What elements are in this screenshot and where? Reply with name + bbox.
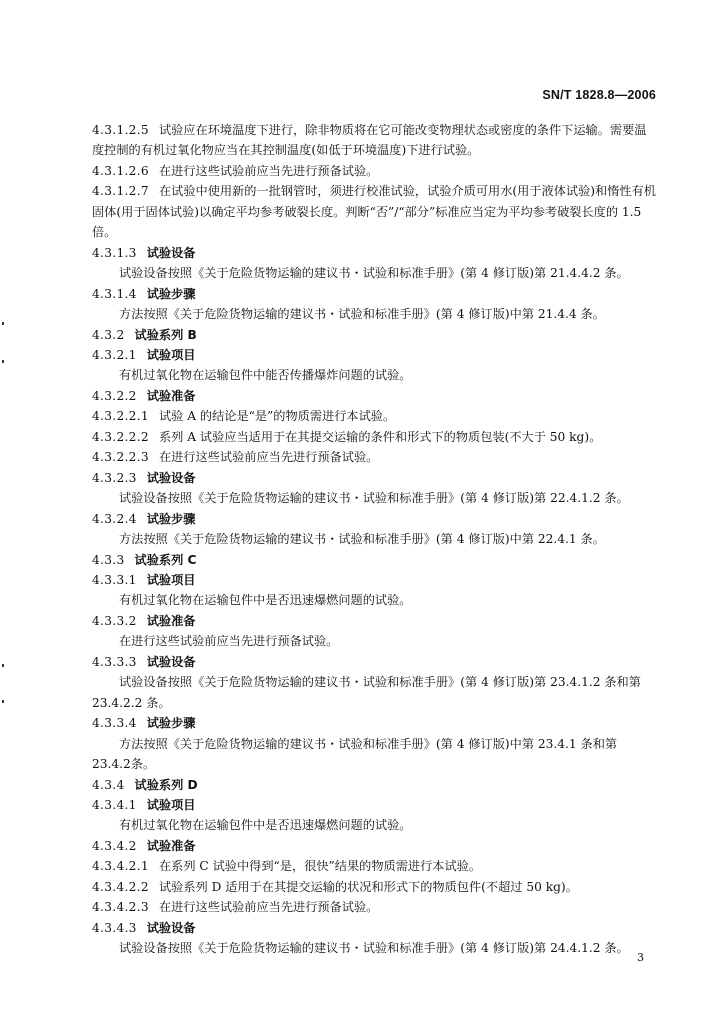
clause-text: 23.4.2条。: [92, 757, 156, 772]
clause-number: 4.3.3: [92, 552, 125, 567]
section-heading: [92, 652, 658, 672]
clause-number: 4.3.2.2: [92, 388, 137, 403]
clause-number: 4.3.2.3: [92, 470, 137, 485]
section-heading: [92, 386, 658, 406]
scan-edge-mark: [2, 664, 4, 667]
clause-text: 试验项目: [146, 797, 196, 812]
clause-number: 4.3.4: [92, 777, 125, 792]
numbered-clause: [92, 161, 658, 181]
section-heading: [92, 243, 658, 263]
clause-number: 4.3.4.2.2: [92, 879, 149, 894]
body-paragraph: [92, 529, 658, 549]
clause-text: 试验步骤: [146, 716, 196, 731]
clause-text: 试验准备: [146, 613, 196, 628]
clause-text: 试验系列 D 适用于在其提交运输的状况和形式下的物质包件(不超过 50 kg)。: [158, 879, 578, 894]
clause-text: 试验准备: [146, 388, 196, 403]
section-heading: [92, 468, 658, 488]
clause-text: 试验 A 的结论是“是”的物质需进行本试验。: [158, 409, 396, 424]
numbered-clause: [92, 856, 658, 876]
clause-text: 试验系列 D: [134, 777, 198, 792]
clause-text: 在进行这些试验前应当先进行预备试验。: [158, 163, 379, 178]
section-heading: [92, 918, 658, 938]
body-paragraph: [92, 304, 658, 324]
clause-text: 方法按照《关于危险货物运输的建议书・试验和标准手册》(第 4 修订版)中第 21.4.4 条。: [119, 307, 605, 322]
clause-text: 试验系列 B: [134, 327, 197, 342]
clause-text: 在系列 C 试验中得到“是，很快”结果的物质需进行本试验。: [158, 859, 482, 874]
section-heading: [92, 775, 658, 795]
body-paragraph: [92, 815, 658, 835]
clause-number: 4.3.1.3: [92, 245, 137, 260]
clause-text: 试验设备: [146, 470, 196, 485]
numbered-clause: [92, 120, 658, 161]
numbered-clause: [92, 181, 658, 242]
clause-text: 在进行这些试验前应当先进行预备试验。: [119, 634, 339, 649]
clause-text: 方法按照《关于危险货物运输的建议书・试验和标准手册》(第 4 修订版)中第 22.4.1 条。: [119, 532, 605, 547]
clause-number: 4.3.3.4: [92, 716, 137, 731]
clause-number: 4.3.2.2.2: [92, 429, 149, 444]
continuation-line: [92, 693, 658, 713]
body-paragraph: [92, 263, 658, 283]
clause-text: 有机过氧化物在运输包件中是否迅速爆燃问题的试验。: [119, 593, 412, 608]
section-heading: [92, 713, 658, 733]
clause-number: 4.3.2.4: [92, 511, 137, 526]
section-heading: [92, 795, 658, 815]
clause-number: 4.3.1.2.5: [92, 123, 149, 137]
clause-text: 试验步骤: [146, 511, 196, 526]
section-heading: [92, 570, 658, 590]
section-heading: [92, 284, 658, 304]
body-paragraph: [92, 365, 658, 385]
body-paragraph: [92, 590, 658, 610]
clause-text: 有机过氧化物在运输包件中是否迅速爆燃问题的试验。: [119, 818, 412, 833]
clause-text: 在试验中使用新的一批钢管时，须进行校准试验，试验介质可用水(用于液体试验)和惰性有机固体(用于固体试验)以确定平均参考破裂长度。判断“否”/“部分”标准应当定为平均参考破裂长度的 1.5 倍。: [92, 184, 656, 240]
body-paragraph: [92, 488, 658, 508]
clause-text: 试验设备: [146, 654, 196, 669]
document-body: [92, 120, 658, 959]
clause-number: 4.3.1.2.6: [92, 163, 149, 178]
clause-text: 试验项目: [146, 347, 196, 362]
section-heading: [92, 509, 658, 529]
clause-text: 试验项目: [146, 572, 196, 587]
page-number: 3: [637, 951, 644, 964]
body-paragraph: [92, 734, 658, 754]
clause-number: 4.3.4.1: [92, 797, 137, 812]
clause-text: 23.4.2.2 条。: [92, 695, 171, 710]
body-paragraph: [92, 672, 658, 692]
clause-number: 4.3.2.2.1: [92, 409, 149, 424]
clause-text: 试验设备按照《关于危险货物运输的建议书・试验和标准手册》(第 4 修订版)第 22.4.1.2 条。: [119, 491, 629, 506]
section-heading: [92, 345, 658, 365]
standard-code: SN/T 1828.8—2006: [542, 88, 656, 102]
scan-edge-mark: [2, 700, 4, 703]
clause-text: 系列 A 试验应当适用于在其提交运输的条件和形式下的物质包装(不大于 50 kg)。: [158, 429, 602, 444]
clause-text: 试验应在环境温度下进行，除非物质将在它可能改变物理状态或密度的条件下运输。需要温度控制的有机过氧化物应当在其控制温度(如低于环境温度)下进行试验。: [92, 123, 647, 158]
numbered-clause: [92, 877, 658, 897]
numbered-clause: [92, 427, 658, 447]
clause-text: 试验设备按照《关于危险货物运输的建议书・试验和标准手册》(第 4 修订版)第 24.4.1.2 条。: [119, 941, 629, 956]
numbered-clause: [92, 897, 658, 917]
clause-number: 4.3.2.1: [92, 347, 137, 362]
clause-text: 试验准备: [146, 838, 196, 853]
clause-text: 在进行这些试验前应当先进行预备试验。: [158, 450, 379, 465]
clause-number: 4.3.4.2.3: [92, 900, 149, 915]
clause-number: 4.3.4.2.1: [92, 859, 149, 874]
scan-edge-mark: [2, 322, 4, 325]
section-heading: [92, 611, 658, 631]
clause-number: 4.3.1.2.7: [92, 184, 149, 199]
clause-text: 在进行这些试验前应当先进行预备试验。: [158, 900, 379, 915]
continuation-line: [92, 754, 658, 774]
body-paragraph: [92, 938, 658, 958]
section-heading: [92, 836, 658, 856]
body-paragraph: [92, 631, 658, 651]
clause-text: 试验设备按照《关于危险货物运输的建议书・试验和标准手册》(第 4 修订版)第 23.4.1.2 条和第: [119, 675, 641, 690]
clause-text: 试验设备按照《关于危险货物运输的建议书・试验和标准手册》(第 4 修订版)第 21.4.4.2 条。: [119, 266, 629, 281]
clause-text: 试验步骤: [146, 286, 196, 301]
clause-number: 4.3.3.2: [92, 613, 137, 628]
scan-edge-mark: [2, 360, 4, 363]
clause-number: 4.3.2.2.3: [92, 450, 149, 465]
clause-number: 4.3.3.3: [92, 654, 137, 669]
clause-text: 有机过氧化物在运输包件中能否传播爆炸问题的试验。: [119, 368, 412, 383]
clause-number: 4.3.2: [92, 327, 125, 342]
clause-number: 4.3.1.4: [92, 286, 137, 301]
clause-number: 4.3.4.2: [92, 838, 137, 853]
clause-text: 方法按照《关于危险货物运输的建议书・试验和标准手册》(第 4 修订版)中第 23.4.1 条和第: [119, 736, 618, 751]
numbered-clause: [92, 447, 658, 467]
clause-number: 4.3.4.3: [92, 920, 137, 935]
clause-text: 试验系列 C: [134, 552, 197, 567]
clause-number: 4.3.3.1: [92, 572, 137, 587]
section-heading: [92, 550, 658, 570]
clause-text: 试验设备: [146, 920, 196, 935]
clause-text: 试验设备: [146, 245, 196, 260]
numbered-clause: [92, 406, 658, 426]
section-heading: [92, 325, 658, 345]
